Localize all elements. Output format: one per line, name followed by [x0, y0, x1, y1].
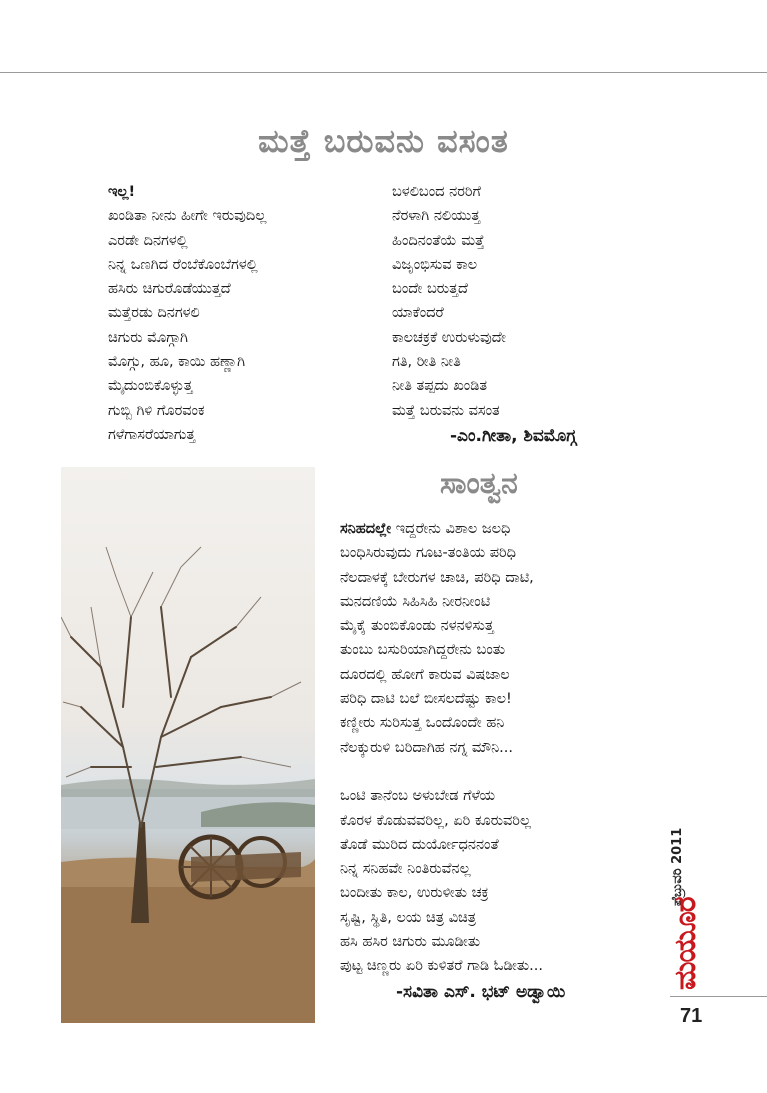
poem-line: ಗುಬ್ಬಿ ಗಿಳಿ ಗೊರವಂಕ	[108, 402, 205, 419]
poem-line: ಪರಿಧಿ ದಾಟಿ ಬಲೆ ಬೀಸಲದೆಷ್ಟು ಕಾಲ!	[340, 691, 512, 708]
poem-line: ನೆಲದಾಳಕ್ಕೆ ಬೇರುಗಳ ಚಾಚಿ, ಪರಿಧಿ ದಾಟಿ,	[340, 569, 534, 586]
poem-line: ಮೈದುಂಬಿಕೊಳ್ಳುತ್ತ	[108, 378, 193, 395]
poem-line: ಕಣ್ಣೀರು ಸುರಿಸುತ್ತ ಒಂದೊಂದೇ ಹನಿ	[340, 715, 505, 732]
poem-line: ಬಳಲಿಬಂದ ನರರಿಗೆ	[392, 184, 481, 200]
poem-lead-word: ಸನಿಹದಲ್ಲೇ	[340, 521, 392, 537]
poem-line: ಬಂದೀತು ಕಾಲ, ಉರುಳೀತು ಚಕ್ರ	[340, 885, 489, 902]
poem-line: ತುಂಬು ಬಸುರಿಯಾಗಿದ್ದರೇನು ಬಂತು	[340, 642, 506, 659]
poem-line: ನಿನ್ನ ಒಣಗಿದ ರೆಂಬೆಕೊಂಬೆಗಳಲ್ಲಿ	[108, 256, 258, 273]
poem-line: ಹಿಂದಿನಂತೆಯೆ ಮತ್ತೆ	[392, 232, 485, 249]
poem-line: ಖಂಡಿತಾ ನೀನು ಹೀಗೇ ಇರುವುದಿಲ್ಲ	[108, 208, 267, 225]
poem-line: ನೆರಳಾಗಿ ನಲಿಯುತ್ತ	[392, 208, 481, 225]
poem-line: ಗಳೆಗಾಸರೆಯಾಗುತ್ತ	[108, 426, 196, 443]
poem-line: ಹಸಿ ಹಸಿರ ಚಿಗುರು ಮೂಡೀತು	[340, 934, 481, 951]
poem-line: ತೊಡೆ ಮುರಿದ ದುರ್ಯೋಧನನಂತೆ	[340, 836, 499, 853]
poem-line: ದೂರದಲ್ಲಿ ಹೋಗೆ ಕಾರುವ ವಿಷಜಾಲ	[340, 666, 510, 683]
poem-line: ಮನದಣಿಯೆ ಸಿಹಿಸಿಹಿ ನೀರನೀಂಟಿ	[340, 593, 491, 610]
poem-line: ಗತಿ, ರೀತಿ ನೀತಿ	[392, 354, 461, 371]
poem-line: ಬಂಧಿಸಿರುವುದು ಗೂಟ-ತಂತಿಯ ಪರಿಧಿ	[340, 545, 517, 562]
poem-line: ಮೈಕೈ ತುಂಬಿಕೊಂಡು ನಳನಳಿಸುತ್ತ	[340, 618, 494, 635]
poem-line: ಯಾಕೆಂದರೆ	[392, 305, 444, 322]
poem-line: ಚಿಗುರು ಮೊಗ್ಗಾಗಿ	[108, 329, 188, 346]
tree-cart-photo	[61, 467, 315, 1023]
poem-line: ಕೊರಳ ಕೊಡುವವರಿಲ್ಲ, ಏರಿ ಕೂರುವರಿಲ್ಲ	[340, 812, 532, 829]
tree-illustration	[61, 467, 315, 1023]
poem2-author: -ಸವಿತಾ ಎಸ್. ಭಟ್ ಅಡ್ವಾಯಿ	[396, 982, 566, 1002]
poem1-author: -ಎಂ.ಗೀತಾ, ಶಿವಮೊಗ್ಗ	[450, 426, 577, 446]
top-rule	[0, 72, 767, 73]
stanza-gap	[340, 760, 640, 784]
magazine-brand-logo: ಮಯೂರ	[668, 897, 703, 990]
poem-line: ಮೊಗ್ಗು, ಹೂ, ಕಾಯಿ ಹಣ್ಣಾಗಿ	[108, 354, 246, 371]
poem1-left-column	[108, 180, 358, 447]
poem1-right-column	[392, 180, 652, 423]
poem-title: ಸಾಂತ್ವನ	[440, 466, 518, 501]
poem-line: ಬಂದೇ ಬರುತ್ತದೆ	[392, 281, 468, 298]
page-number: 71	[680, 1005, 703, 1027]
footer-rule	[670, 996, 767, 997]
poem-line: ಹಸಿರು ಚಿಗುರೊಡೆಯುತ್ತದೆ	[108, 281, 231, 298]
poem-line: ನೀತಿ ತಪ್ಪದು ಖಂಡಿತ	[392, 378, 488, 395]
poem-line: ಸೃಷ್ಟಿ, ಸ್ಥಿತಿ, ಲಯ ಚಿತ್ರ ವಿಚಿತ್ರ	[340, 909, 477, 926]
poem-line: ಇಲ್ಲ!	[108, 184, 136, 200]
issue-date: ಫೆಬ್ರುವರಿ 2011	[670, 827, 685, 906]
poem-line: ಪುಟ್ಟ ಚಿಣ್ಣರು ಏರಿ ಕುಳಿತರೆ ಗಾಡಿ ಓಡೀತು...	[340, 958, 543, 975]
poem-line: ಮತ್ತೆ ಬರುವನು ವಸಂತ	[392, 402, 500, 419]
poem-line: ಮತ್ತೆರಡು ದಿನಗಳಲಿ	[108, 305, 200, 322]
poem-line	[340, 517, 640, 541]
poem-line: ನೆಲಕ್ಕುರುಳಿ ಬರಿದಾಗಿಹ ನಗ್ನ ಮೌನಿ...	[340, 739, 513, 756]
poem-line: ಎರಡೇ ದಿನಗಳಲ್ಲಿ	[108, 232, 188, 249]
poem2-body	[340, 517, 640, 979]
poem-line-rest: ಇದ್ದರೇನು ವಿಶಾಲ ಜಲಧಿ	[391, 521, 511, 537]
poem-line: ವಿಜೃಂಭಿಸುವ ಕಾಲ	[392, 256, 478, 273]
poem-line: ನಿನ್ನ ಸನಿಹವೇ ನಿಂತಿರುವೆನಲ್ಲ	[340, 861, 471, 878]
poem-line: ಒಂಟಿ ತಾನೆಂಬ ಅಳುಬೇಡ ಗೆಳೆಯ	[340, 788, 496, 805]
poem-line: ಕಾಲಚಕ್ರಕೆ ಉರುಳುವುದೇ	[392, 329, 506, 346]
poem-title: ಮತ್ತೆ ಬರುವನು ವಸಂತ	[258, 122, 509, 160]
